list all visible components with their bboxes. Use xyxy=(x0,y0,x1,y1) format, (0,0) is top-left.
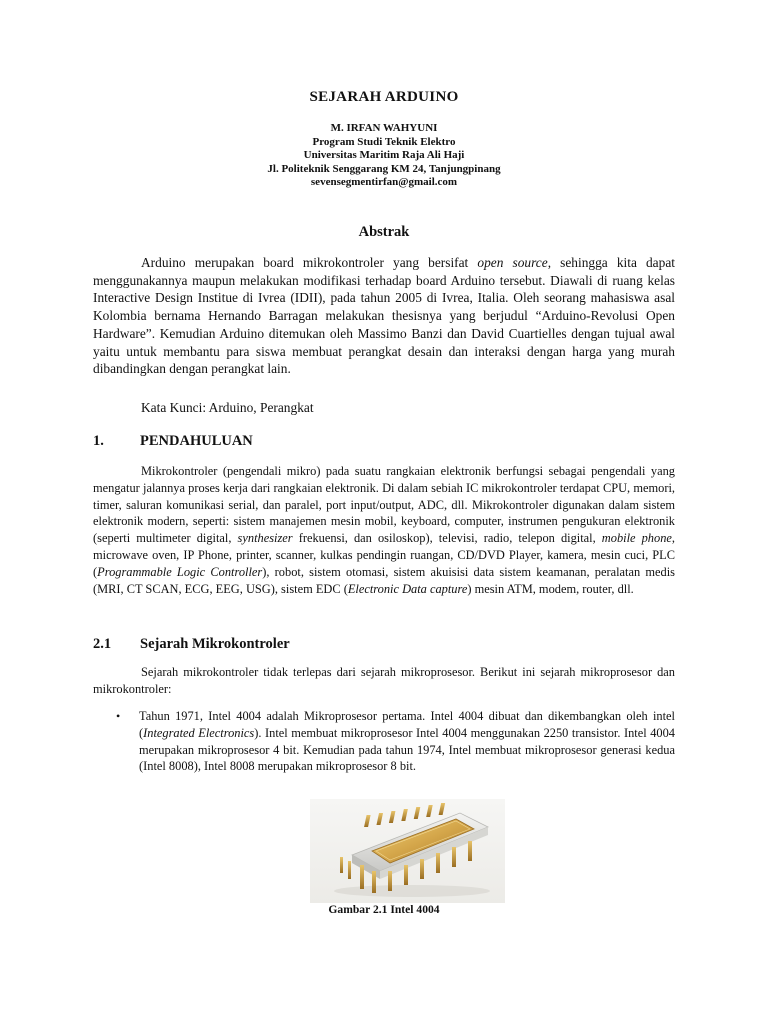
keywords: Kata Kunci: Arduino, Perangkat xyxy=(141,400,314,415)
s1-text-2: frekuensi, dan osiloskop), televisi, radio, telepon digital, xyxy=(292,531,602,546)
s1-text-3: , microwave oven, IP Phone, printer, scanner, kulkas pendingin ruangan, CD/DVD Player, kamera, mesin cuci, PLC ( xyxy=(93,531,675,579)
s1-text-4: ), robot, sistem otomasi, sistem akuisisi data sistem keamanan, peralatan medis (MRI, CT SCAN, ECG, EEG, USG), sistem EDC ( xyxy=(93,564,675,596)
list-item xyxy=(113,708,675,775)
abstract-paragraph xyxy=(93,254,675,378)
section-2-1-number: 2.1 xyxy=(93,636,112,652)
section-2-1-heading xyxy=(93,636,290,653)
s1-italic-3: Programmable Logic Controller xyxy=(97,564,263,579)
s1-text-5: ) mesin ATM, modem, router, dll. xyxy=(467,581,634,596)
figure-caption: Gambar 2.1 Intel 4004 xyxy=(328,903,440,916)
section-1-paragraph xyxy=(93,463,675,597)
abstract-text-a: Arduino merupakan board mikrokontroler yang bersifat xyxy=(141,255,478,270)
document-title: SEJARAH ARDUINO xyxy=(309,89,459,105)
s1-italic-1: synthesizer xyxy=(237,531,293,546)
author-university: Universitas Maritim Raja Ali Haji xyxy=(303,149,465,161)
bullet-text-1: Tahun 1971, Intel 4004 adalah Mikroprosesor pertama. Intel 4004 dibuat dan dikembangkan oleh intel ( xyxy=(139,709,675,740)
s1-italic-4: Electronic Data capture xyxy=(347,581,468,596)
bullet-italic-1: Integrated Electronics xyxy=(143,725,255,740)
s1-text-1: Mikrokontroler (pengendali mikro) pada suatu rangkaian elektronik berfungsi sebagai pengendali yang mengatur jalannya proses kerja dari rangkaian elektronik. Di dalam sebiah IC mikrokontroler terdapat CPU, memori, timer, saluran komunikasi serial, dan paralel, port input/output, ADC, dll. Mikrokontroler digunakan dalam sistem elektronik modern, seperti: sistem manajemen mesin mobil, keyboard, computer, instrumen pengukuran elektronik (seperti multimeter digital, xyxy=(93,464,675,546)
s1-italic-2: mobile phone xyxy=(601,531,672,546)
section-2-1-paragraph: Sejarah mikrokontroler tidak terlepas dari sejarah mikroprosesor. Berikut ini sejarah mikroprosesor dan mikrokontroler: xyxy=(93,665,675,696)
author-address: Jl. Politeknik Senggarang KM 24, Tanjungpinang xyxy=(267,162,501,175)
history-bullet-list xyxy=(113,708,675,775)
author-program: Program Studi Teknik Elektro xyxy=(312,135,456,148)
intel-4004-chip-icon xyxy=(310,799,505,903)
section-1-title: PENDAHULUAN xyxy=(140,433,253,449)
bullet-text-2: ). Intel membuat mikroprosesor Intel 4004 menggunakan 2250 transistor. Intel 4004 merupakan mikroprosesor 4 bit. Kemudian pada tahun 1974, Intel membuat mikroprosesor generasi kedua (Intel 8008), Intel 8008 merupakan mikroprosesor 8 bit. xyxy=(139,725,675,774)
author-block xyxy=(0,122,768,190)
abstract-text-b: , sehingga kita dapat menggunakannya maupun melakukan modifikasi terhadap board Arduino tersebut. Diawali di ruang kelas Interactive Design Institue di Ivrea (IDII), pada tahun 2005 di Ivrea, Italia. Oleh seorang mahasiswa asal Kolombia bernama Hernando Barragan melakukan thesisnya yang berjudul “Arduino-Revolusi Open Hardware”. Kemudian Arduino ditemukan oleh Massimo Banzi dan David Cuartielles dengan tujual awal yaitu untuk membantu para siswa membuat perangkat desain dan interaksi dengan harga yang murah dibandingkan dengan perangkat lain. xyxy=(93,255,675,377)
author-name: M. IRFAN WAHYUNI xyxy=(330,122,438,134)
section-2-1-title: Sejarah Mikrokontroler xyxy=(140,636,290,652)
author-email: sevensegmentirfan@gmail.com xyxy=(310,176,458,188)
bullet-dot-icon: • xyxy=(116,709,121,723)
section-1-number: 1. xyxy=(93,433,104,449)
abstract-heading: Abstrak xyxy=(358,224,410,240)
abstract-italic-open-source: open source xyxy=(477,255,548,270)
section-1-heading xyxy=(93,433,253,450)
intel-4004-figure xyxy=(310,799,505,903)
